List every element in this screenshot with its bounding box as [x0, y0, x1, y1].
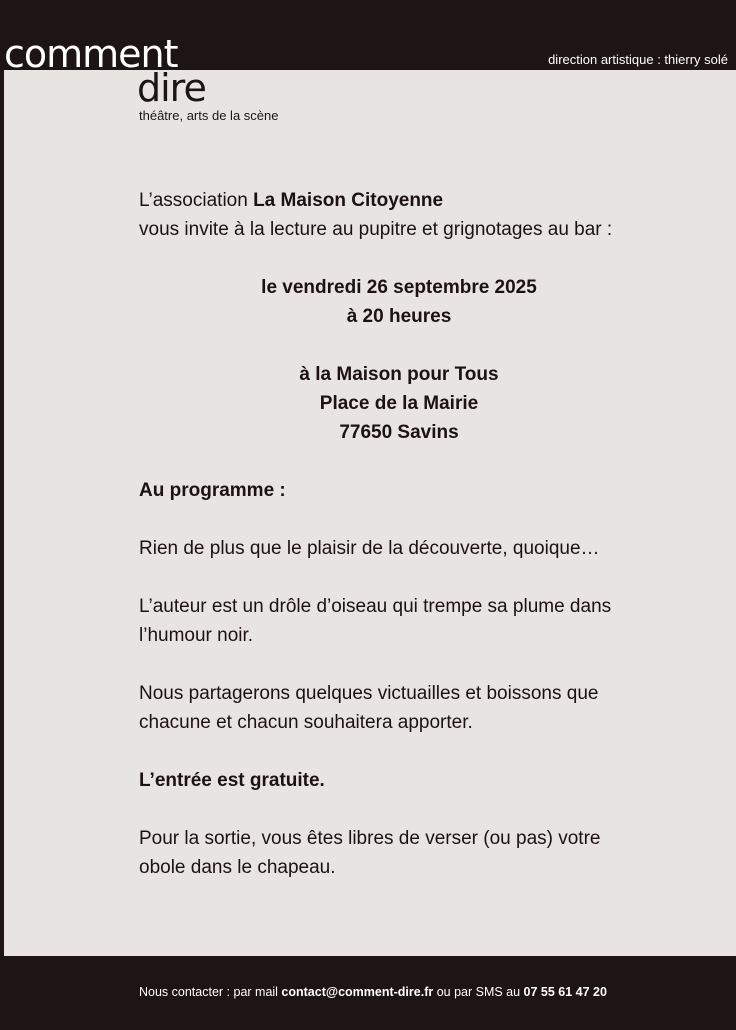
- invitation-body: [139, 186, 699, 882]
- contact-middle: ou par SMS au: [433, 985, 524, 999]
- artistic-direction: direction artistique : thierry solé: [548, 52, 728, 67]
- contact-email-link[interactable]: contact@comment-dire.fr: [281, 985, 434, 999]
- programme-paragraph-2-line-1: L’auteur est un drôle d’oiseau qui trempe sa plume dans: [139, 596, 612, 617]
- logo-dire: dire: [137, 66, 206, 110]
- venue-city: 77650 Savins: [339, 422, 459, 443]
- intro-line-1: [139, 186, 699, 215]
- venue-name: à la Maison pour Tous: [299, 364, 499, 385]
- programme-paragraph-4-line-1: Pour la sortie, vous êtes libres de verser (ou pas) votre: [139, 828, 601, 849]
- programme-paragraph-2-line-2: l’humour noir.: [139, 625, 254, 646]
- footer-band: [0, 956, 736, 1030]
- intro-line-2: vous invite à la lecture au pupitre et grignotages au bar :: [139, 219, 613, 240]
- event-date: le vendredi 26 septembre 2025: [261, 277, 537, 298]
- programme-heading: Au programme :: [139, 480, 286, 501]
- tagline: théâtre, arts de la scène: [139, 108, 279, 123]
- left-border: [0, 70, 4, 956]
- programme-paragraph-1: Rien de plus que le plaisir de la découverte, quoique…: [139, 538, 600, 559]
- intro-prefix: L’association: [139, 190, 254, 211]
- contact-line: [139, 983, 607, 1001]
- contact-prefix: Nous contacter : par mail: [139, 985, 282, 999]
- contact-phone[interactable]: 07 55 61 47 20: [523, 985, 607, 999]
- programme-paragraph-3-line-1: Nous partagerons quelques victuailles et boissons que: [139, 683, 599, 704]
- programme-paragraph-4-line-2: obole dans le chapeau.: [139, 857, 336, 878]
- logo-comment: comment: [4, 32, 178, 76]
- event-time: à 20 heures: [346, 306, 452, 327]
- association-name: La Maison Citoyenne: [253, 190, 444, 211]
- programme-paragraph-3-line-2: chacune et chacun souhaitera apporter.: [139, 712, 473, 733]
- free-entry-notice: L’entrée est gratuite.: [139, 770, 325, 791]
- venue-street: Place de la Mairie: [319, 393, 479, 414]
